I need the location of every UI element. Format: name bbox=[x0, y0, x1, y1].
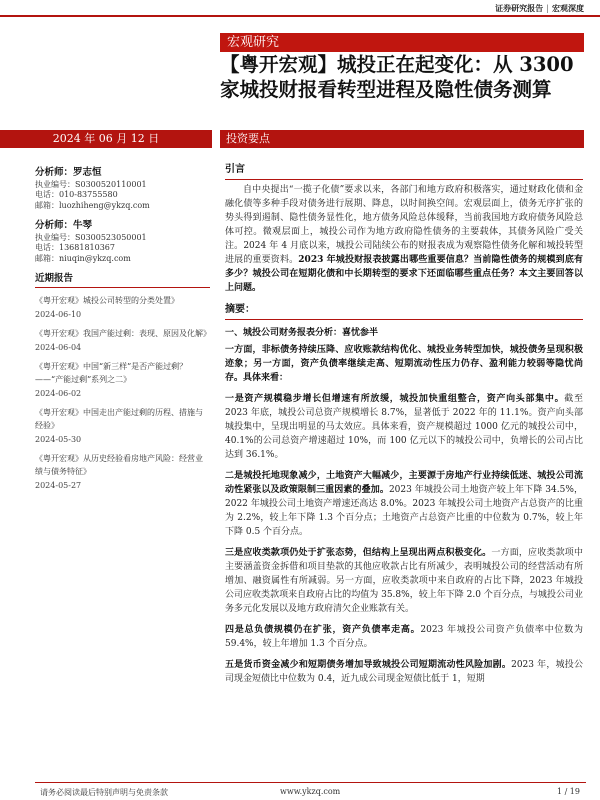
summary-paragraph bbox=[225, 623, 583, 651]
point-text: 2023 年城投公司土地资产较上年下降 34.5%，2022 年城投公司土地资产增速还高达 8.0%。2023 年城投公司土地资产占总资产的比重为 2.2%，较上年下降 1.3 个百分点；土地资产占总资产比重的中位数为 0.7%，较上年下降 0.5 个百分点。 bbox=[225, 485, 583, 537]
page-footer bbox=[0, 782, 600, 800]
analyst-email[interactable]: 邮箱：luozhiheng@ykzq.com bbox=[35, 200, 150, 210]
analyst-phone: 电话：13681810367 bbox=[35, 243, 115, 252]
summary-paragraph bbox=[225, 343, 583, 385]
intro-paragraph bbox=[225, 183, 583, 295]
analyst-name: 分析师：牛琴 bbox=[35, 220, 93, 231]
point-text: 2023 年城投公司资产负债率中位数为 59.4%，较上年增加 1.3 个百分点。 bbox=[225, 625, 583, 649]
recent-report-item[interactable] bbox=[35, 327, 210, 354]
analyst-cert: 执业编号：S0300523050001 bbox=[35, 232, 147, 242]
recent-report-item[interactable] bbox=[35, 452, 210, 492]
report-category: 证券研究报告 bbox=[495, 3, 544, 13]
report-type-tag bbox=[495, 3, 584, 14]
footer-rule bbox=[35, 782, 586, 783]
point-heading: 四是总负债规模仍在扩张，资产负债率走高。 bbox=[225, 625, 421, 635]
point-text: 2023 年，城投公司现金短债比中位数为 0.4，近九成公司现金短债比低于 1，短期 bbox=[225, 660, 584, 684]
summary-paragraph bbox=[225, 392, 583, 462]
top-header bbox=[0, 0, 600, 18]
top-rule bbox=[0, 15, 600, 17]
intro-key-questions: 2023 年城投财报表披露出哪些重要信息？当前隐性债务的规模到底有多少？城投公司在短期化债和中长期转型的要求下还面临哪些重点任务？本文主要回答以上问题。 bbox=[225, 255, 583, 293]
report-date: 2024 年 06 月 12 日 bbox=[0, 130, 212, 148]
recent-report-item[interactable] bbox=[35, 406, 210, 446]
recent-report-date: 2024-05-27 bbox=[35, 480, 82, 490]
recent-report-title[interactable]: 《粤开宏观》我国产能过剩：表现、原因及化解》 bbox=[35, 328, 211, 338]
analyst-phone: 电话：010-83755580 bbox=[35, 190, 118, 199]
analyst-card bbox=[35, 168, 210, 211]
recent-report-item[interactable] bbox=[35, 294, 210, 321]
investment-highlights-bar: 投资要点 bbox=[220, 130, 584, 148]
recent-report-item[interactable] bbox=[35, 360, 210, 400]
analyst-email[interactable]: 邮箱：niuqin@ykzq.com bbox=[35, 253, 131, 263]
main-content bbox=[225, 163, 583, 693]
recent-reports-heading: 近期报告 bbox=[35, 274, 210, 288]
recent-report-title[interactable]: 《粤开宏观》中国“新三样”是否产能过剩？——“产能过剩”系列之二》 bbox=[35, 361, 188, 384]
intro-heading: 引言 bbox=[225, 163, 583, 180]
point-heading: 一是资产规模稳步增长但增速有所放缓，城投加快重组整合，资产向头部集中。 bbox=[225, 394, 565, 404]
recent-report-date: 2024-06-10 bbox=[35, 309, 82, 319]
intro-text: 自中央提出“一揽子化债”要求以来，各部门和地方政府积极落实，通过财政化债和金融化债等多种手段对债务进行展期、降息，以时间换空间。宏观层面上，债务无序扩张的势头得到遏制、隐性债务显性化，地方债务风险总体缓释，当前我国地方政府债务风险总体可控。微观层面上，城投公司作为地方政府隐性债务的主要载体，其债务风险广受关注。2024 年 4 月底以来，城投公司陆续公布的财报表成为观察隐性债务化解和城投转型进展的重要资料。 bbox=[225, 185, 583, 265]
summary-heading: 摘要： bbox=[225, 303, 583, 320]
report-title: 【粤开宏观】城投正在起变化：从 3300 家城投财报看转型进程及隐性债务测算 bbox=[220, 53, 574, 101]
page-number: 1 / 19 bbox=[556, 787, 580, 796]
point-text: 截至 2023 年底，城投公司总资产规模增长 8.7%，显著低于 2022 年的 11.1%。资产向头部城投集中，呈现出明显的马太效应。具体来看，资产规模超过 1000 亿元的城投公司中，40.1%的公司总资产增速超过 10%，而 100 亿元以下的城投公司中，负增长的公司占比达到 36.1%。 bbox=[225, 394, 583, 460]
recent-report-title[interactable]: 《粤开宏观》中国走出产能过剩的历程、措施与经验》 bbox=[35, 407, 203, 430]
summary-subheading: 一、城投公司财务报表分析：喜忧参半 bbox=[225, 328, 379, 338]
point-heading: 三是应收类款项仍处于扩张态势，但结构上呈现出两点积极变化。 bbox=[225, 548, 492, 558]
summary-paragraph bbox=[225, 469, 583, 539]
tag-separator: | bbox=[546, 3, 549, 13]
report-subcategory: 宏观深度 bbox=[552, 3, 584, 13]
footer-disclaimer: 请务必阅读最后特别声明与免责条款 bbox=[40, 788, 168, 797]
recent-report-title[interactable]: 《粤开宏观》从历史经验看房地产风险：经营业绩与债务特征》 bbox=[35, 453, 203, 476]
recent-report-date: 2024-06-04 bbox=[35, 342, 82, 352]
footer-website[interactable]: www.ykzq.com bbox=[280, 787, 341, 796]
analyst-cert: 执业编号：S0300520110001 bbox=[35, 179, 147, 189]
analyst-name: 分析师：罗志恒 bbox=[35, 167, 102, 178]
sidebar bbox=[35, 168, 210, 492]
point-text: 一方面，应收类款项中主要涵盖资金拆借和项目垫款的其他应收款占比有所减少，表明城投公司的经营活动有所增加、融资属性有所减弱。另一方面，应收类款项中来自政府的占比下降，2023 年城投公司应收类款项来自政府占比的均值为 35.8%，较上年下降 2.0 个百分点，与城投公司业务多元化发展以及地方政府清欠企业账款有关。 bbox=[225, 548, 583, 614]
summary-paragraph bbox=[225, 658, 583, 686]
point-heading: 五是货币资金减少和短期债务增加导致城投公司短期流动性风险加剧。 bbox=[225, 660, 512, 670]
analyst-card bbox=[35, 221, 210, 264]
recent-report-date: 2024-06-02 bbox=[35, 388, 82, 398]
summary-paragraph bbox=[225, 546, 583, 616]
summary-overview: 一方面，非标债务持续压降、应收账款结构优化、城投业务转型加快，城投债务呈现积极迹象；另一方面，资产负债率继续走高、短期流动性压力仍存、盈利能力较弱等隐忧尚存。具体来看： bbox=[225, 345, 583, 383]
recent-report-date: 2024-05-30 bbox=[35, 434, 82, 444]
point-heading: 二是城投托地现象减少，土地资产大幅减少，主要源于房地产行业持续低迷、城投公司流动性紧张以及政策限制三重因素的叠加。 bbox=[225, 471, 583, 495]
recent-report-title[interactable]: 《粤开宏观》城投公司转型的分类处置》 bbox=[35, 295, 179, 305]
section-tag: 宏观研究 bbox=[220, 33, 584, 52]
